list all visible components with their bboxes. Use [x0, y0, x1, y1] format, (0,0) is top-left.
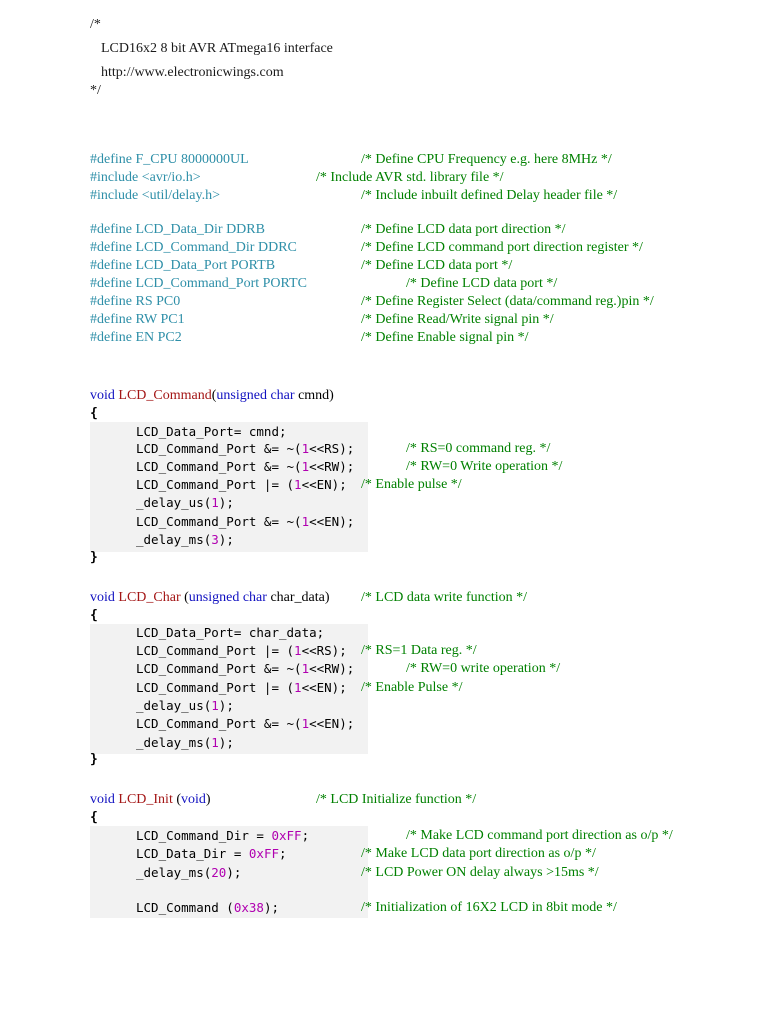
- close-brace: }: [90, 550, 98, 565]
- code-line: _delay_ms(20);: [136, 865, 242, 880]
- code-line: LCD_Command_Dir = 0xFF;: [136, 828, 310, 843]
- paren: (: [180, 590, 189, 605]
- function-name: LCD_Init: [118, 792, 173, 807]
- define-code: #define LCD_Data_Dir DDRB: [90, 222, 265, 237]
- code-line: LCD_Data_Port= cmnd;: [136, 424, 287, 439]
- function-comment: /* LCD data write function */: [361, 590, 528, 605]
- code-line: LCD_Command_Port &= ~(1<<RW);: [136, 459, 355, 474]
- define-code: #include <util/delay.h>: [90, 188, 220, 203]
- function-signature: [90, 791, 211, 809]
- code-line: LCD_Command_Port |= (1<<RS);: [136, 643, 347, 658]
- keyword: void: [90, 388, 115, 403]
- code-line: _delay_us(1);: [136, 495, 234, 510]
- code-line: LCD_Data_Port= char_data;: [136, 625, 325, 640]
- comment-close: */: [90, 83, 101, 98]
- source-url: http://www.electronicwings.com: [101, 65, 284, 80]
- define-comment: /* Include AVR std. library file */: [316, 170, 504, 185]
- keyword: unsigned char: [188, 590, 267, 605]
- function-comment: /* LCD Initialize function */: [316, 792, 477, 807]
- define-comment: /* Define Register Select (data/command reg.)pin */: [361, 294, 654, 309]
- function-name: LCD_Char: [118, 590, 181, 605]
- define-comment: /* Define CPU Frequency e.g. here 8MHz */: [361, 152, 612, 167]
- param: cmnd): [294, 388, 334, 403]
- define-comment: /* Define LCD data port */: [406, 276, 558, 291]
- param: ): [205, 792, 211, 807]
- define-code: #define LCD_Command_Port PORTC: [90, 276, 307, 291]
- define-code: #define LCD_Command_Dir DDRC: [90, 240, 297, 255]
- code-line: LCD_Command_Port &= ~(1<<RW);: [136, 661, 355, 676]
- define-comment: /* Define LCD data port direction */: [361, 222, 566, 237]
- keyword: void: [90, 590, 115, 605]
- code-line: LCD_Command_Port &= ~(1<<EN);: [136, 716, 355, 731]
- code-comment: /* RS=1 Data reg. */: [361, 643, 477, 658]
- keyword: void: [90, 792, 115, 807]
- code-line: LCD_Data_Dir = 0xFF;: [136, 846, 287, 861]
- code-comment: /* Initialization of 16X2 LCD in 8bit mode */: [361, 900, 617, 915]
- code-line: LCD_Command_Port |= (1<<EN);: [136, 680, 347, 695]
- function-name: LCD_Command: [118, 388, 212, 403]
- code-comment: /* RS=0 command reg. */: [406, 441, 551, 456]
- comment-open: /*: [90, 17, 101, 32]
- define-comment: /* Define Enable signal pin */: [361, 330, 529, 345]
- param: char_data): [266, 590, 330, 605]
- define-code: #define RS PC0: [90, 294, 181, 309]
- open-brace: {: [90, 810, 98, 825]
- code-line: LCD_Command_Port |= (1<<EN);: [136, 477, 347, 492]
- define-code: #include <avr/io.h>: [90, 170, 201, 185]
- open-brace: {: [90, 406, 98, 421]
- keyword: void: [181, 792, 206, 807]
- code-comment: /* Enable Pulse */: [361, 680, 463, 695]
- code-comment: /* Make LCD data port direction as o/p */: [361, 846, 596, 861]
- code-line: _delay_ms(1);: [136, 735, 234, 750]
- code-comment: /* RW=0 write operation */: [406, 661, 561, 676]
- code-line: LCD_Command_Port &= ~(1<<EN);: [136, 514, 355, 529]
- define-comment: /* Define LCD command port direction register */: [361, 240, 643, 255]
- doc-title: LCD16x2 8 bit AVR ATmega16 interface: [101, 41, 333, 56]
- define-code: #define LCD_Data_Port PORTB: [90, 258, 276, 273]
- define-comment: /* Include inbuilt defined Delay header file */: [361, 188, 618, 203]
- function-signature: [90, 589, 330, 607]
- code-comment: /* RW=0 Write operation */: [406, 459, 563, 474]
- open-brace: {: [90, 608, 98, 623]
- code-line: LCD_Command (0x38);: [136, 900, 280, 915]
- code-line: LCD_Command_Port &= ~(1<<RS);: [136, 441, 355, 456]
- paren: (: [172, 792, 182, 807]
- code-comment: /* Enable pulse */: [361, 477, 462, 492]
- close-brace: }: [90, 752, 98, 767]
- define-code: #define EN PC2: [90, 330, 182, 345]
- keyword: unsigned char: [216, 388, 295, 403]
- define-comment: /* Define LCD data port */: [361, 258, 513, 273]
- code-line: _delay_us(1);: [136, 698, 234, 713]
- code-line: _delay_ms(3);: [136, 532, 234, 547]
- code-comment: /* LCD Power ON delay always >15ms */: [361, 865, 599, 880]
- function-signature: [90, 387, 334, 405]
- define-comment: /* Define Read/Write signal pin */: [361, 312, 554, 327]
- define-code: #define RW PC1: [90, 312, 185, 327]
- define-code: #define F_CPU 8000000UL: [90, 152, 249, 167]
- paren: (: [211, 388, 217, 403]
- code-comment: /* Make LCD command port direction as o/p */: [406, 828, 673, 843]
